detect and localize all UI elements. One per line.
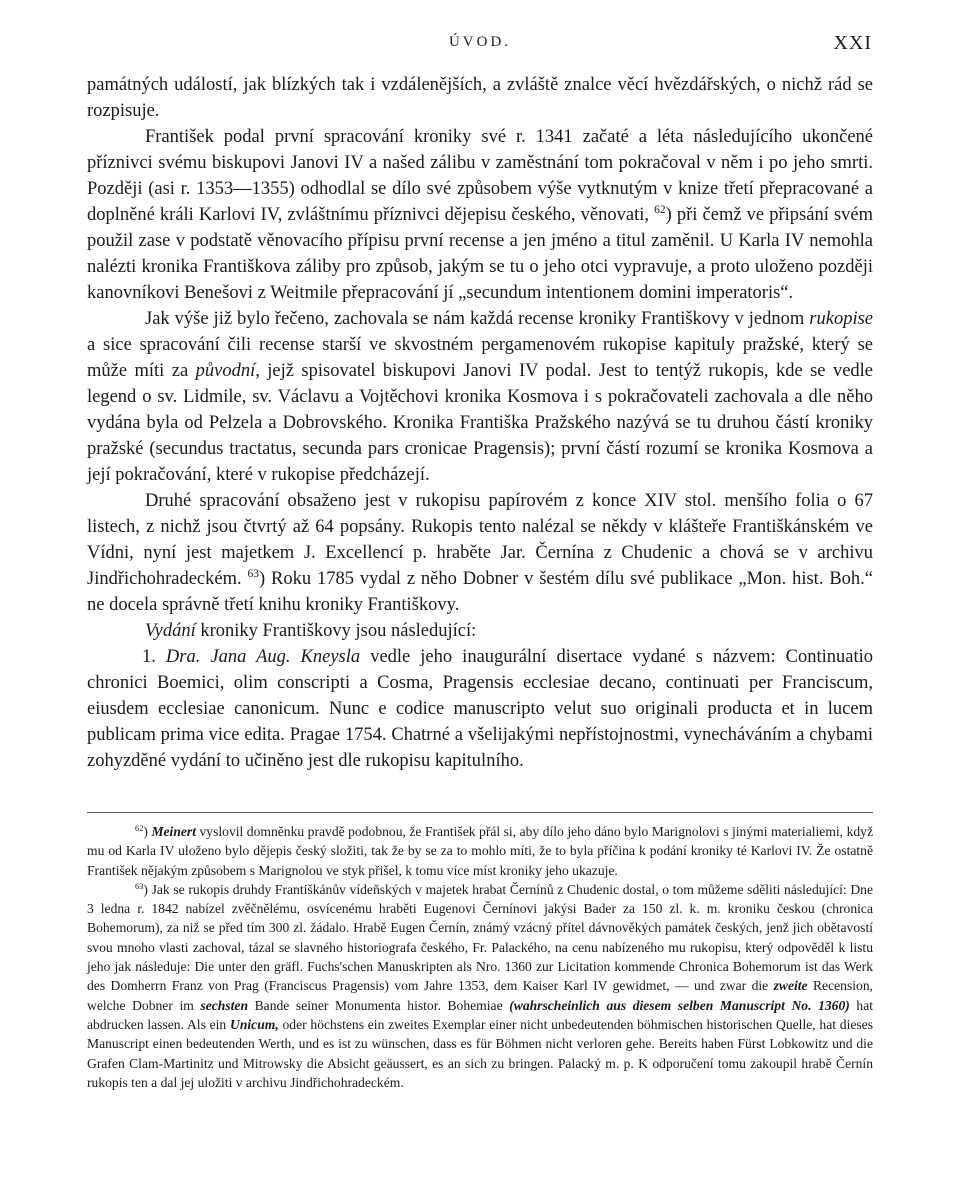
emphasis-meinert: Meinert — [151, 824, 196, 839]
paragraph-4: Druhé spracování obsaženo jest v rukopisu papírovém z konce XIV stol. menšího folia o 67 listech, z nichž jsou čtvrtý až 64 popsány. Rukopis tento nalézal se někdy v klášteře Františkánském ve Vídni, nyní jest majetkem J. Excellencí p. hraběte Jar. Černína z Chudenic a chová se v archivu Jindřichohradeckém. $^{63}$) Roku 1785 vydal z něho Dobner v šestém dílu své publikace „Mon. hist. Boh.“ ne docela správně třetí knihu kroniky Františkovy. — [87, 491, 873, 615]
page-number: XXI — [833, 32, 872, 54]
emphasis-unicum: Unicum, — [230, 1016, 279, 1032]
emphasis-zweite: zweite — [773, 978, 808, 994]
page-header — [0, 32, 960, 58]
running-title: ÚVOD. — [448, 34, 512, 50]
footnotes — [87, 822, 873, 1092]
emphasis-sechsten: sechsten — [200, 997, 248, 1013]
footnote-ref-62[interactable]: 62 — [654, 204, 666, 217]
editor-name: Dra. Jana Aug. Kneysla — [165, 647, 361, 667]
footnote-divider — [87, 812, 873, 813]
emphasis-vydani: Vydání — [145, 621, 196, 641]
main-text — [87, 72, 873, 774]
paragraph-1: památných událostí, jak blízkých tak i vzdálenějších, a zvláště znalce věcí hvězdářských, o nichž rád se rozpisuje. — [87, 75, 873, 121]
emphasis-rukopise: rukopise — [809, 309, 873, 329]
footnote-63: $^{63}$) Jak se rukopis druhdy Františkánův vídeňských v majetek hrabat Černínů z Chudenic dostal, o tom můžeme sděliti následující: Dne 3 ledna r. 1842 nabízel zvěčnělému, osvícenému hraběti Eugenovi Černínovi jakýsi Bader za 150 zl. k. m. kroniku českou (chronica Bohemorum), za niž se před tím 300 zl. žádalo. Hrabě Eugen Černín, známý vzácný přítel dávnověkých památek českých, jenž jich obětavostí svou mnoho vlasti zachoval, tázal se slavného historiografa českého, Fr. Palackého, na cenu nabízeného mu rukopisu, který odpověděl k listu jeho jak následuje: Die unter den gräfl. Fuchs'schen Manuskripten als Nro. 1360 zur Licitation kommende Chronica Bohemorum ist das Werk des Domherrn Franz von Prag (Franciscus Pragensis) vom Jahre 1353, dem Kaiser Karl IV gewidmet, — und zwar die zweite Recension, welche Dobner im sechsten Bande seiner Monumenta histor. Bohemiae (wahrscheinlich aus diesem selben Manuscript No. 1360) hat abdrucken lassen. Als ein Unicum, oder höchstens ein zweites Exemplar einer nicht unbedeutenden böhmischen historischen Quelle, hat dieses Manuscript einen bedeutenden Werth, und es ist zu wünschen, dass es für Böhmen nicht verloren gehe. Bereits haben Fürst Lobkowitz und die Grafen Clam-Martinitz und Mitrowsky die Absicht geäussert, es an sich zu bringen. Palacký m. p. K odporučení tomu zakoupil hrabě Černín rukopis ten a dal jej uložiti v archivu Jindřichohradeckém. — [87, 880, 874, 1090]
footnote-number: 62 — [135, 822, 144, 833]
list-item-number: 1. — [142, 647, 156, 667]
paragraph-5: Vydání kroniky Františkovy jsou následující: — [145, 621, 477, 641]
list-item: 1. Dra. Jana Aug. Kneysla vedle jeho inaugurální disertace vydané s názvem: Continuatio chronici Boemici, olim conscripti a Cosma, Pragensis ecclesiae decano, continuati per Franciscum, eiusdem ecclesiae canonicum. Nunc e codice manuscripto velut suo originali producta et in lucem publicam prima vice edita. Pragae 1754. Chatrné a všelijakými nepřístojnostmi, vynecháváním a chybami zohyzděné vydání to učiněno jest dle rukopisu kapitulního. — [87, 647, 874, 771]
emphasis-manuscript: (wahrscheinlich aus diesem selben Manuscript No. 1360) — [509, 997, 850, 1013]
paragraph-3: Jak výše již bylo řečeno, zachovala se nám každá recense kroniky Františkovy v jednom rukopise a sice spracování čili recense starší ve skvostném pergamenovém rukopise kapituly pražské, který se může míti za původní, jejž spisovatel biskupovi Janovi IV podal. Jest to tentýž rukopis, kde se vedle legend o sv. Lidmile, sv. Václavu a Vojtěchovi kronika Kosmova i s pokračovateli zachovala a dle něho vydána byla od Pelzela a Dobrovského. Kronika Františka Pražského nazývá se tu druhou částí kroniky pražské (secundus tractatus, secunda pars cronicae Pragensis); první částí rozumí se kronika Kosmova a její pokračování, které v rukopise předcházejí. — [87, 309, 874, 485]
footnote-62: $^{62}$) Meinert vyslovil domněnku pravdě podobnou, že František přál si, aby dílo jeho dáno bylo Marignolovi s jinými materialiemi, když mu od Karla IV uloženo bylo dějepis český složiti, tak že by se za to mohlo míti, že to byla příčina k podání kroniky té Karlovi IV. Že ostatně František nějakým způsobem s Marignolou ve styk přišel, k tomu více míst kroniky jeho ukazuje. — [87, 822, 873, 878]
footnote-ref-63[interactable]: 63 — [247, 568, 259, 581]
footnote-number: 63 — [135, 880, 144, 891]
emphasis-puvodni: původní, — [195, 361, 260, 381]
paragraph-2: František podal první spracování kroniky své r. 1341 začaté a léta následujícího ukončené příznivci svému biskupovi Janovi IV a našed zálibu v zaměstnání tom pokračoval v něm i po jeho smrti. Později (asi r. 1353—1355) odhodlal se dílo své způsobem výše vytknutým v knize třetí přepracované a doplněné králi Karlovi IV, zvláštnímu příznivci dějepisu českého, věnovati, $^{62}$) při čemž ve připsání svém použil zase v podstatě věnovacího přípisu první recense a jen jméno a titul zaměnil. U Karla IV nemohla nalézti kronika Františkova záliby pro způsob, jakým se tu o jeho otci vypravuje, a proto uloženo později kanovníkovi Benešovi z Weitmile přepracování jí „secundum intentionem domini imperatoris“. — [87, 127, 874, 303]
